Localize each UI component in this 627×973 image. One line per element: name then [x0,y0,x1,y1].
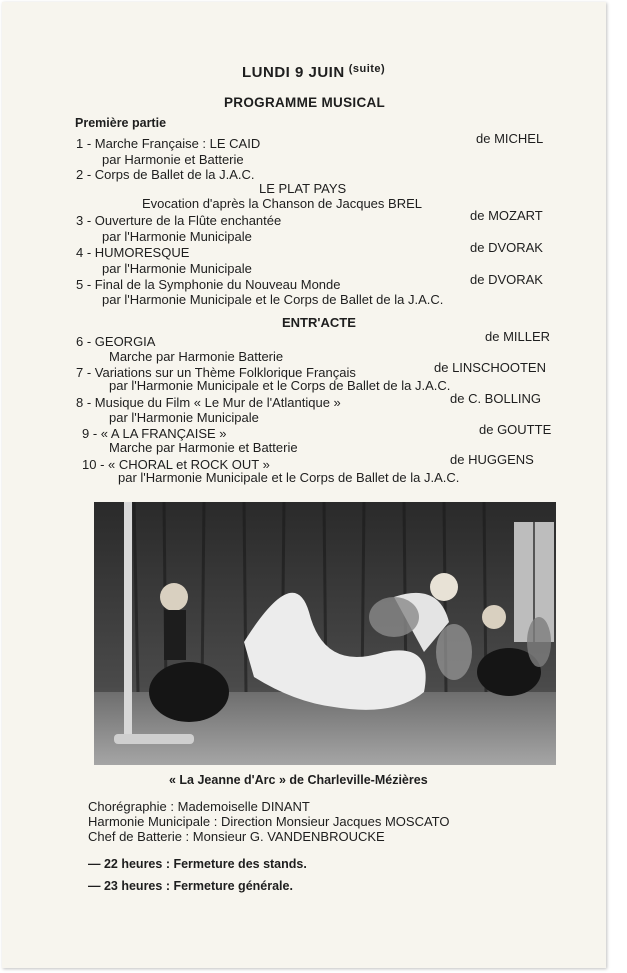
entracte-heading: ENTR'ACTE [282,315,356,330]
programme-title: PROGRAMME MUSICAL [224,95,386,110]
suite-label: (suite) [348,63,386,75]
dance-photo-image [94,502,556,765]
item-title: 4 - HUMORESQUE [76,245,190,260]
item-composer: de MOZART [470,208,543,223]
item-title: 3 - Ouverture de la Flûte enchantée [76,213,282,228]
item-composer: de DVORAK [470,240,543,255]
item-composer: de C. BOLLING [450,391,542,406]
item-detail: Marche par Harmonie Batterie [109,349,284,364]
item-composer: de GOUTTE [479,422,552,437]
item-title: 2 - Corps de Ballet de la J.A.C. [76,167,255,182]
program-page [2,2,606,968]
item-composer: de MICHEL [476,131,544,146]
item-detail: Evocation d'après la Chanson de Jacques BREL [142,196,422,211]
credit-line: Chef de Batterie : Monsieur G. VANDENBROUCKE [88,829,385,844]
part-title: Première partie [75,116,167,130]
photo-caption: « La Jeanne d'Arc » de Charleville-Mézières [169,773,428,787]
item-title: 9 - « A LA FRANÇAISE » [82,426,227,441]
closing-line: — 23 heures : Fermeture générale. [88,879,293,893]
item-composer: de LINSCHOOTEN [434,360,546,375]
item-composer: de HUGGENS [450,452,534,467]
item-detail: par l'Harmonie Municipale et le Corps de Ballet de la J.A.C. [118,470,460,485]
item-title: 6 - GEORGIA [76,334,156,349]
item-title: 5 - Final de la Symphonie du Nouveau Monde [76,277,341,292]
day-heading [242,63,385,81]
item-composer: de DVORAK [470,272,543,287]
item-detail: Marche par Harmonie et Batterie [109,440,298,455]
item-detail: LE PLAT PAYS [259,181,347,196]
item-title: 7 - Variations sur un Thème Folklorique Français [76,365,356,380]
dance-photo [94,502,556,765]
credit-line: Harmonie Municipale : Direction Monsieur Jacques MOSCATO [88,814,450,829]
day-title: LUNDI 9 JUIN [242,64,345,81]
item-detail: par l'Harmonie Municipale [102,261,252,276]
item-title: 8 - Musique du Film « Le Mur de l'Atlantique » [76,395,341,410]
item-composer: de MILLER [485,329,551,344]
item-title: 1 - Marche Française : LE CAID [76,136,261,151]
closing-line: — 22 heures : Fermeture des stands. [88,857,307,871]
item-detail: par l'Harmonie Municipale et le Corps de Ballet de la J.A.C. [109,378,451,393]
item-detail: par l'Harmonie Municipale [109,410,259,425]
item-detail: par l'Harmonie Municipale [102,229,252,244]
credit-line: Chorégraphie : Mademoiselle DINANT [88,799,310,814]
item-detail: par l'Harmonie Municipale et le Corps de Ballet de la J.A.C. [102,292,444,307]
item-title: 10 - « CHORAL et ROCK OUT » [82,457,270,472]
item-detail: par Harmonie et Batterie [102,152,244,167]
